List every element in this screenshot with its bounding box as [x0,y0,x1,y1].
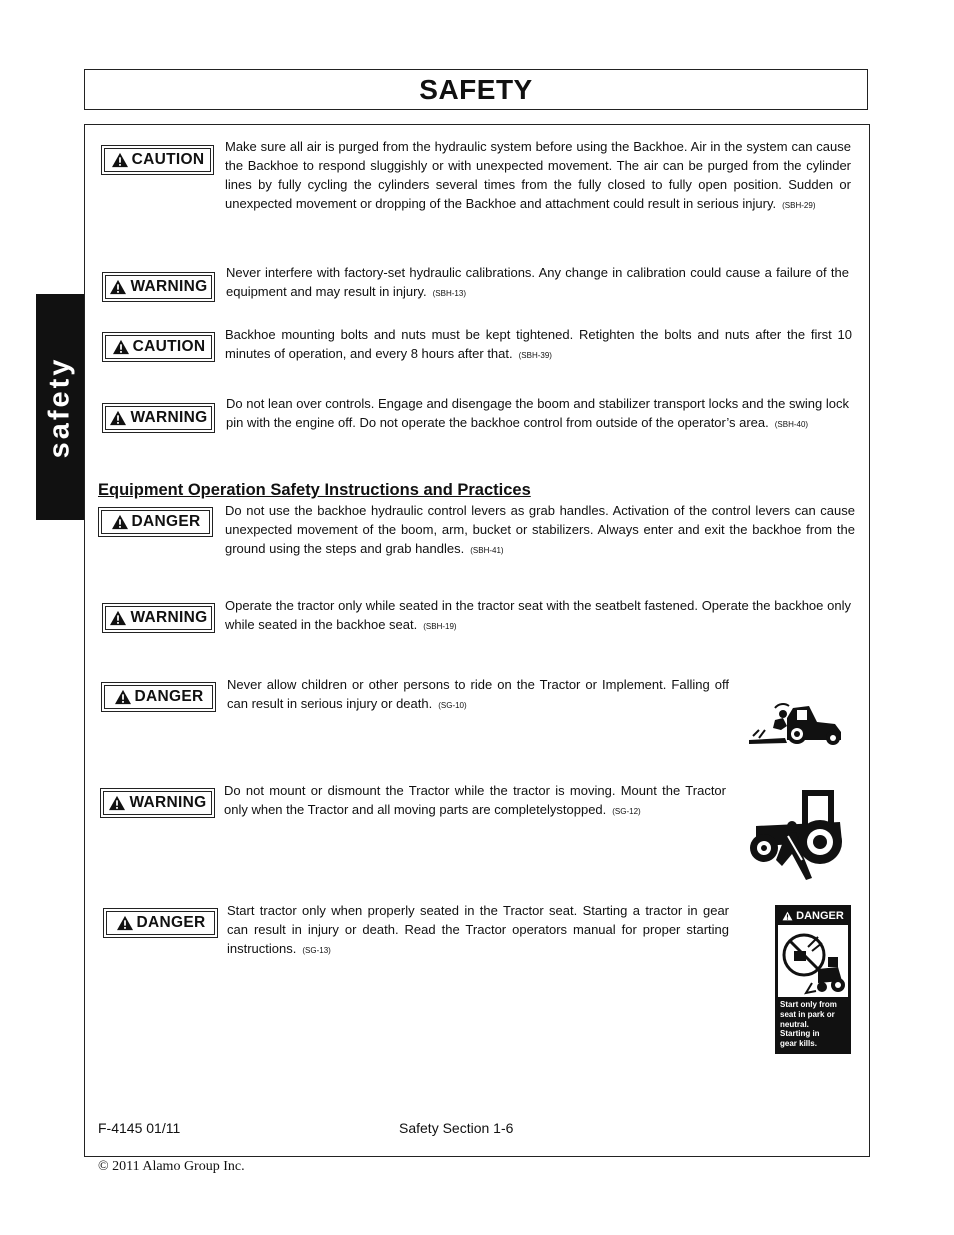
warning-badge [102,403,215,433]
badge-label: DANGER [134,688,204,705]
page-header [84,69,868,110]
safety-message-sbh-19: Operate the tractor only while seated in the tractor seat with the seatbelt fastened. Operate the backhoe only while seated in the backhoe seat. (SBH-19) [225,598,851,632]
warning-triangle-icon [109,610,127,626]
decal-header [775,907,851,924]
warning-triangle-icon [109,279,127,295]
tractor-rider-fall-pictogram [745,700,845,748]
safety-message-sbh-40: Do not lean over controls. Engage and disengage the boom and stabilizer transport locks and the swing lock pin with the engine off. Do not operate the backhoe control from outside of the operator’s area. (SBH-40) [226,396,849,430]
badge-label: WARNING [130,609,208,626]
badge-label: WARNING [129,794,207,811]
badge-label: CAUTION [132,338,206,355]
warning-triangle-icon [112,339,130,355]
safety-message-sg-13: Start tractor only when properly seated in the Tractor seat. Starting a tractor in gear can result in injury or death. Read the Tractor operators manual for proper starting instructions. (SG-13) [227,903,729,956]
safety-message-sg-12: Do not mount or dismount the Tractor while the tractor is moving. Mount the Tractor only when the Tractor and all moving parts are completelystopped. (SG-12) [224,783,726,817]
decal-header-label: DANGER [796,909,844,922]
no-start-in-gear-pictogram [778,925,848,997]
page-title: SAFETY [419,73,533,105]
badge-label: DANGER [136,914,206,931]
warning-badge [100,788,215,818]
danger-badge [101,682,216,712]
badge-label: WARNING [130,278,208,295]
doc-id: F-4145 01/11 [98,1120,181,1136]
danger-badge [98,507,213,537]
caution-badge [101,145,214,175]
side-tab-label: safety [43,356,76,458]
warning-badge [102,272,215,302]
caution-badge [102,332,215,362]
decal-text: Start only from seat in park or neutral. Starting in gear kills. [780,1000,837,1049]
safety-message-sbh-41: Do not use the backhoe hydraulic control levers as grab handles. Activation of the control levers can cause unexpected movement of the boom, arm, bucket or stabilizers. Always enter and exit the backhoe from the ground using the steps and grab handles. (SBH-41) [225,503,855,556]
warning-triangle-icon [109,410,127,426]
danger-badge [103,908,218,938]
page-section-number: Safety Section 1-6 [399,1120,514,1136]
safety-message-sg-10: Never allow children or other persons to ride on the Tractor or Implement. Falling off can result in serious injury or death. (SG-10) [227,677,729,711]
side-tab [36,294,84,520]
decal-pictogram-panel [778,925,848,997]
safety-message-sbh-29: Make sure all air is purged from the hydraulic system before using the Backhoe. Air in the system can cause the Backhoe to respond sluggishly or with unexpected movement. The air can be purged from the cylinder lines by fully cycling the cylinders several times from the fully closed to fully open position. Sudden or unexpected movement or dropping of the Backhoe and attachment could result in serious injury. (SBH-29) [225,139,851,211]
start-in-neutral-decal [775,905,851,1054]
badge-label: DANGER [131,513,201,530]
copyright: © 2011 Alamo Group Inc. [98,1159,245,1174]
badge-label: CAUTION [131,151,205,168]
warning-badge [102,603,215,633]
badge-label: WARNING [130,409,208,426]
warning-triangle-icon [116,915,134,931]
warning-triangle-icon [114,689,132,705]
safety-message-sbh-39: Backhoe mounting bolts and nuts must be kept tightened. Retighten the bolts and nuts after the first 10 minutes of operation, and every 8 hours after that. (SBH-39) [225,327,852,361]
warning-triangle-icon [111,514,129,530]
moving-tractor-mount-pictogram [742,786,846,884]
safety-message-sbh-13: Never interfere with factory-set hydraulic calibrations. Any change in calibration could cause a failure of the equipment and may result in injury. (SBH-13) [226,265,849,299]
warning-triangle-icon [108,795,126,811]
section-heading: Equipment Operation Safety Instructions and Practices [98,481,531,499]
warning-triangle-icon [111,152,129,168]
warning-triangle-icon [782,911,793,921]
